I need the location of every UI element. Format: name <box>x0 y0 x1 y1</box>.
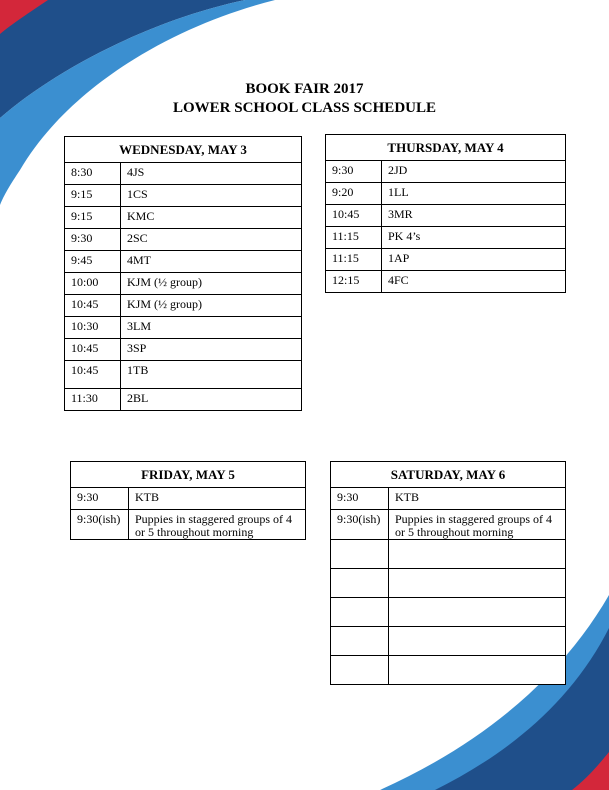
class-cell: Puppies in staggered groups of 4 or 5 throughout morning <box>389 510 566 540</box>
time-cell: 11:30 <box>65 389 121 411</box>
class-cell: 2BL <box>121 389 302 411</box>
time-cell <box>331 656 389 685</box>
class-cell: Puppies in staggered groups of 4 or 5 throughout morning <box>129 510 306 540</box>
time-cell: 11:15 <box>326 249 382 271</box>
time-cell: 9:30 <box>65 229 121 251</box>
time-cell: 10:30 <box>65 317 121 339</box>
class-cell: 2SC <box>121 229 302 251</box>
table-row <box>65 317 302 339</box>
table-row <box>331 569 566 598</box>
class-cell: 1AP <box>382 249 566 271</box>
class-cell: 3SP <box>121 339 302 361</box>
time-cell: 10:45 <box>65 339 121 361</box>
saturday-heading: SATURDAY, MAY 6 <box>331 462 566 488</box>
table-row <box>65 389 302 411</box>
table-row <box>65 339 302 361</box>
class-cell: KTB <box>129 488 306 510</box>
class-cell: KTB <box>389 488 566 510</box>
table-row <box>331 656 566 685</box>
time-cell: 9:30(ish) <box>71 510 129 540</box>
time-cell: 12:15 <box>326 271 382 293</box>
table-row <box>326 205 566 227</box>
class-cell: 1CS <box>121 185 302 207</box>
table-row <box>65 207 302 229</box>
time-cell: 10:45 <box>65 295 121 317</box>
class-cell: 1LL <box>382 183 566 205</box>
class-cell: 4JS <box>121 163 302 185</box>
class-cell <box>389 540 566 569</box>
table-row <box>65 273 302 295</box>
time-cell <box>331 540 389 569</box>
wednesday-schedule-table <box>64 136 302 411</box>
table-row <box>326 271 566 293</box>
friday-heading: FRIDAY, MAY 5 <box>71 462 306 488</box>
time-cell <box>331 598 389 627</box>
table-row <box>331 510 566 540</box>
thursday-schedule-table <box>325 134 566 293</box>
class-cell: 2JD <box>382 161 566 183</box>
class-cell <box>389 656 566 685</box>
time-cell: 9:30(ish) <box>331 510 389 540</box>
time-cell: 10:00 <box>65 273 121 295</box>
table-row <box>65 251 302 273</box>
class-cell: KMC <box>121 207 302 229</box>
table-row <box>71 488 306 510</box>
table-row <box>331 540 566 569</box>
class-cell: PK 4’s <box>382 227 566 249</box>
table-row <box>326 227 566 249</box>
table-row <box>65 229 302 251</box>
class-cell: 3MR <box>382 205 566 227</box>
time-cell: 10:45 <box>65 361 121 389</box>
time-cell: 9:30 <box>71 488 129 510</box>
time-cell <box>331 569 389 598</box>
class-cell: KJM (½ group) <box>121 273 302 295</box>
time-cell: 9:15 <box>65 185 121 207</box>
time-cell: 9:20 <box>326 183 382 205</box>
table-row <box>65 361 302 389</box>
class-cell: 3LM <box>121 317 302 339</box>
time-cell: 11:15 <box>326 227 382 249</box>
table-row <box>331 627 566 656</box>
time-cell: 9:30 <box>331 488 389 510</box>
time-cell: 10:45 <box>326 205 382 227</box>
time-cell <box>331 627 389 656</box>
class-cell <box>389 627 566 656</box>
table-row <box>331 598 566 627</box>
wednesday-heading: WEDNESDAY, MAY 3 <box>65 137 302 163</box>
class-cell: 4FC <box>382 271 566 293</box>
table-row <box>331 488 566 510</box>
thursday-heading: THURSDAY, MAY 4 <box>326 135 566 161</box>
table-row <box>65 163 302 185</box>
page-subtitle: LOWER SCHOOL CLASS SCHEDULE <box>173 100 436 116</box>
time-cell: 9:30 <box>326 161 382 183</box>
class-cell: 4MT <box>121 251 302 273</box>
time-cell: 8:30 <box>65 163 121 185</box>
table-row <box>326 249 566 271</box>
table-row <box>65 185 302 207</box>
friday-schedule-table <box>70 461 306 540</box>
table-row <box>326 183 566 205</box>
table-row <box>326 161 566 183</box>
class-cell: KJM (½ group) <box>121 295 302 317</box>
time-cell: 9:45 <box>65 251 121 273</box>
table-row <box>65 295 302 317</box>
class-cell <box>389 598 566 627</box>
table-row <box>71 510 306 540</box>
class-cell <box>389 569 566 598</box>
saturday-schedule-table <box>330 461 566 685</box>
page-title: BOOK FAIR 2017 <box>245 81 364 97</box>
time-cell: 9:15 <box>65 207 121 229</box>
class-cell: 1TB <box>121 361 302 389</box>
